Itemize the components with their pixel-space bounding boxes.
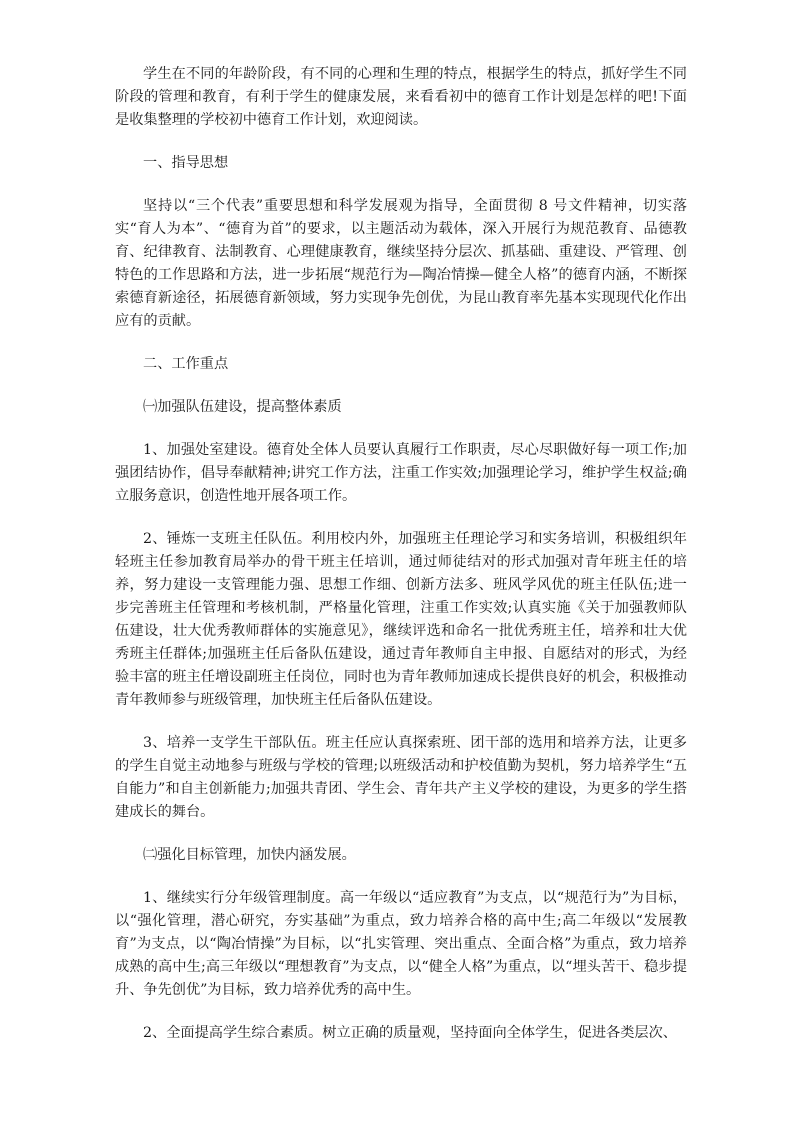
subsection-title-team-building: ㈠加强队伍建设，提高整体素质 <box>143 399 342 415</box>
item-student-cadre-team: 3、培养一支学生干部队伍。班主任应认真探索班、团干部的选用和培养方法，让更多的学生自觉主动地参与班级与学校的管理;以班级活动和护校值勤为契机，努力培养学生“五自能力”和自主创新能力;加强共青团、学生会、青年共产主义学校的建设，为更多的学生搭建成长的舞台。 <box>115 735 687 820</box>
section-title-guiding-ideology: 一、指导思想 <box>143 155 229 171</box>
item-grade-management: 1、继续实行分年级管理制度。高一年级以“适应教育”为支点，以“规范行为”为目标，以“强化管理，潜心研究，夯实基础”为重点，致力培养合格的高中生;高二年级以“发展教育”为支点，以“陶冶情操”为目标，以“扎实管理、突出重点、全面合格”为重点，致力培养成熟的高中生;高三年级以“理想教育”为支点，以“健全人格”为重点，以“埋头苦干、稳步提升、争先创优”为目标，致力培养优秀的高中生。 <box>115 890 687 998</box>
intro-paragraph: 学生在不同的年龄阶段，有不同的心理和生理的特点，根据学生的特点，抓好学生不同阶段的管理和教育，有利于学生的健康发展，来看看初中的德育工作计划是怎样的吧!下面是收集整理的学校初中德育工作计划，欢迎阅读。 <box>115 66 687 128</box>
item-office-building: 1、加强处室建设。德育处全体人员要认真履行工作职责，尽心尽职做好每一项工作;加强团结协作，倡导奉献精神;讲究工作方法，注重工作实效;加强理论学习，维护学生权益;确立服务意识，创造性地开展各项工作。 <box>115 442 687 504</box>
subsection-title-target-management: ㈡强化目标管理，加快内涵发展。 <box>143 847 356 863</box>
section-title-work-focus: 二、工作重点 <box>143 356 229 372</box>
item-head-teacher-team: 2、锤炼一支班主任队伍。利用校内外，加强班主任理论学习和实务培训，积极组织年轻班主任参加教育局举办的骨干班主任培训，通过师徒结对的形式加强对青年班主任的培养，努力建设一支管理能力强、思想工作细、创新方法多、班风学风优的班主任队伍;进一步完善班主任管理和考核机制，严格量化管理，注重工作实效;认真实施《关于加强教师队伍建设，壮大优秀教师群体的实施意见》，继续评选和命名一批优秀班主任，培养和壮大优秀班主任群体;加强班主任后备队伍建设，通过青年教师自主申报、自愿结对的形式，为经验丰富的班主任增设副班主任岗位，同时也为青年教师加速成长提供良好的机会，积极推动青年教师参与班级管理，加快班主任后备队伍建设。 <box>115 531 687 708</box>
document-body <box>115 63 687 1065</box>
guiding-ideology-paragraph: 坚持以“三个代表”重要思想和科学发展观为指导，全面贯彻 8 号文件精神，切实落实“育人为本”、“德育为首”的要求，以主题活动为载体，深入开展行为规范教育、品德教育、纪律教育、法制教育、心理健康教育，继续坚持分层次、抓基础、重建设、严管理、创特色的工作思路和方法，进一步拓展“规范行为—陶冶情操—健全人格”的德育内涵，不断探索德育新途径，拓展德育新领域，努力实现争先创优，为昆山教育率先基本实现现代化作出应有的贡献。 <box>115 198 687 329</box>
item-comprehensive-quality: 2、全面提高学生综合素质。树立正确的质量观，坚持面向全体学生，促进各类层次、 <box>143 1025 677 1041</box>
